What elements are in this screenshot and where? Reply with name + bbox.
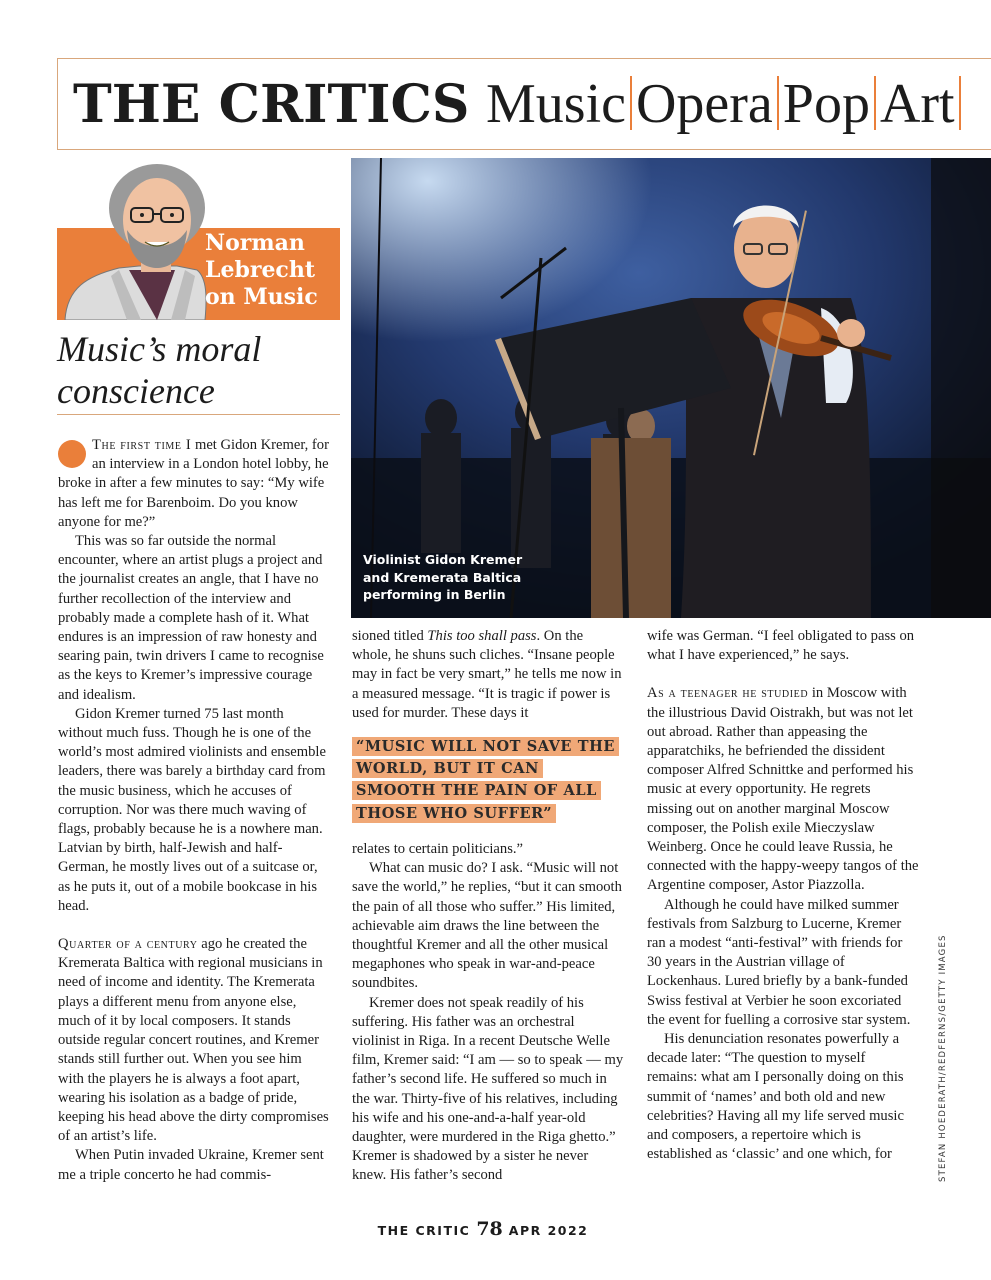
page-footer (0, 1218, 966, 1240)
section-divider (630, 76, 632, 130)
caption-line2: and Kremerata Baltica (363, 569, 522, 585)
paragraph-text: sioned titled (352, 628, 428, 644)
pull-quote (352, 736, 624, 825)
paragraph: Gidon Kremer turned 75 last month without much fuss. Though he is one of the world’s most admired violinists and ensemble leaders, there was barely a birthday card from the music business, which he accuses of corruption. Nor was there much waving of flags, probably because he is a nowhere man. Latvian by birth, half-Jewish and half-German, he mostly lives out of a suitcase or, as he puts it, out of a mobile bookcase in his head. (58, 705, 326, 914)
paragraph: This was so far outside the normal encounter, where an artist plugs a project and the journalist creates an angle, that I have no further recollection of the interview and probably made a complete hash of it. What endures is an impression of raw honesty and searing pain, twin drivers I came to recognise as the keys to Kremer’s impressive courage and idealism. (58, 533, 324, 703)
author-name-line3: on Music (205, 284, 318, 310)
paragraph-text: in Moscow with the illustrious David Oistrakh, but was not let out abroad. Rather than appeasing the apparatchiks, he befriended the dissident composer Alfred Schnittke and performed his music at every opportunity. He regrets missing out on another marginal Moscow composer, the Polish exile Mieczyslaw Weinberg. Once he could leave Russia, he connected with the happy-weepy tangos of the Argentine composer, Astor Piazzolla. (647, 685, 919, 894)
paragraph (58, 436, 330, 532)
article-column-3 (647, 627, 919, 1164)
section-divider (959, 76, 961, 130)
headline-divider (57, 414, 340, 415)
paragraph: What can music do? I ask. “Music will not save the world,” he replies, “but it can smooth the pain of all those who suffer.” His limited, achievable aim draws the line between the thoughtful Kremer and all the other musical megaphones who speak in war-and-peace soundbites. (352, 860, 622, 992)
paragraph-text: . On the whole, he shuns such cliches. “Insane people may in fact be very smart,” he tells me now in a measured message. “It is tragic if power is used for murder. These days it (352, 628, 622, 721)
work-title: This too shall pass (427, 628, 537, 644)
paragraph: When Putin invaded Ukraine, Kremer sent me a triple concerto he had commis- (58, 1147, 324, 1183)
caption-line3: performing in Berlin (363, 587, 506, 602)
author-name (205, 230, 318, 311)
article-column-2-bottom (352, 840, 624, 1186)
photo-caption (363, 551, 522, 604)
caption-line1: Violinist Gidon Kremer (363, 552, 523, 567)
section-divider (874, 76, 876, 130)
photo-credit: STEFAN HOEDERATH/REDFERNS/GETTY IMAGES (938, 934, 948, 1182)
article-column-2-top (352, 627, 624, 723)
pull-quote-text: “MUSIC WILL NOT SAVE THE WORLD, BUT IT CAN SMOOTH THE PAIN OF ALL THOSE WHO SUFFER” (352, 737, 619, 823)
lead-in: As a teenager he studied (647, 685, 809, 702)
headline-line2: conscience (57, 371, 215, 411)
article-column-1 (58, 436, 330, 1185)
author-name-line2: Lebrecht (205, 257, 315, 283)
lead-in: The first time I (92, 437, 192, 453)
paragraph: Although he could have milked summer festivals from Salzburg to Lucerne, Kremer ran a modest “anti-festival” with friends for 30 years in the Austrian village of Lockenhaus. Lured briefly by a bank-funded Swiss festival at Verbier he soon excoriated the event for fuelling a corrosive star system. (647, 896, 911, 1028)
headline-line1: Music’s moral (57, 329, 262, 369)
brand-title: THE CRITICS (73, 74, 470, 135)
section-opera: Opera (635, 73, 773, 135)
paragraph (647, 684, 919, 895)
section-divider (777, 76, 779, 130)
footer-magazine: THE CRITIC (377, 1223, 471, 1238)
paragraph: wife was German. “I feel obligated to pass on what I have experienced,” he says. (647, 628, 915, 664)
section-header (57, 58, 991, 150)
paragraph-text: met Gidon Kremer, for an interview in a London hotel lobby, he broke in after a few minutes to say: “My wife has left me for Barenboim. Do you know anyone for me?” (58, 437, 329, 530)
paragraph: Kremer does not speak readily of his suffering. His father was an orchestral violinist in Riga. In a recent Deutsche Welle film, Kremer said: “I am — so to speak — my father’s second life. He suffered so much in the war. Thirty-five of his relatives, including his wife and his one-and-a-half year-old daughter, were murdered in the Riga ghetto.” Kremer is shadowed by a sister he never knew. His father’s second (352, 994, 624, 1184)
paragraph-text: ago he created the Kremerata Baltica with regional musicians in need of income and identity. The Kremerata plays a different menu from anyone else, much of it by local composers. It stands outside regular concert routines, and Kremer stands still further out. When you see him with the players he is always a foot apart, wearing his isolation as a badge of pride, keeping his head above the dirty compromises of an artist’s life. (58, 936, 329, 1145)
paragraph (58, 935, 330, 1146)
footer-issue: APR 2022 (508, 1223, 589, 1238)
section-art: Art (879, 73, 955, 135)
section-music: Music (485, 73, 626, 135)
author-name-line1: Norman (205, 230, 305, 256)
paragraph: relates to certain politicians.” (352, 841, 523, 857)
article-headline (57, 328, 340, 412)
lead-in: Quarter of a century (58, 936, 198, 953)
page-number: 78 (476, 1218, 503, 1240)
section-pop: Pop (782, 73, 870, 135)
concert-photo (351, 158, 991, 618)
paragraph: His denunciation resonates powerfully a decade later: “The question to myself remains: what am I personally doing on this summit of ‘names’ and both old and new celebrities? Having all my life served music and composers, a repertoire which is established as ‘classic’ and one which, for (647, 1031, 904, 1163)
drop-bullet-icon (58, 440, 86, 468)
paragraph (352, 627, 624, 723)
